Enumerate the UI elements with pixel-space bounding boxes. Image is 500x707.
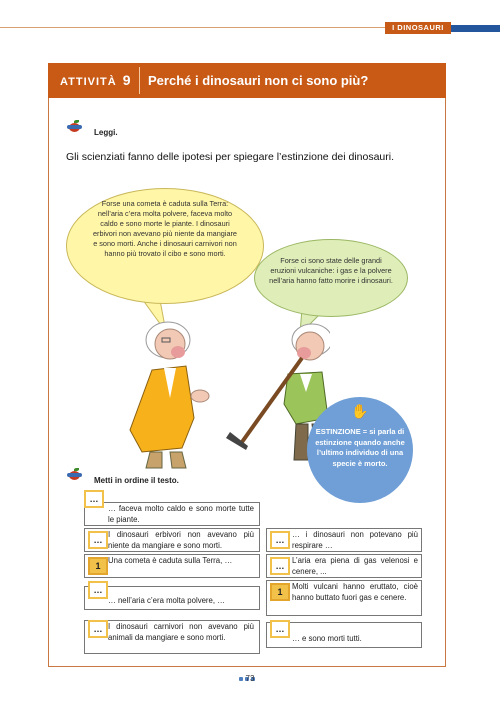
order-text-left-5: I dinosauri carnivori non avevano più animali da mangiare e sono morti.	[108, 622, 254, 642]
section-tab: I DINOSAURI	[385, 22, 451, 34]
activity-title: Perché i dinosauri non ci sono più?	[148, 73, 369, 88]
order-text-right-3: Molti vulcani hanno eruttato, cioè hanno buttato fuori gas e cenere.	[292, 582, 418, 602]
definition-text: ESTINZIONE = si parla di estinzione quando anche l’ultimo individuo di una specie è morto.	[315, 427, 405, 468]
bubble-comet-text: Forse una cometa è caduta sulla Terra: nell’aria c’era molta polvere, faceva molto caldo e sono morte le piante. I dinosauri erbivori non avevano più niente da mangiare e sono morti. Anche i dinosauri carnivori non hanno più trovato il cibo e sono morti.	[92, 199, 237, 258]
order-text-right-2: L’aria era piena di gas velenosi e cenere, ...	[292, 556, 418, 576]
intro-text: Gli scienziati fanno delle ipotesi per spiegare l’estinzione dei dinosauri.	[66, 151, 395, 163]
order-mark-left-1[interactable]: …	[84, 490, 104, 508]
read-instruction: Leggi.	[94, 128, 118, 137]
order-mark-right-1[interactable]: …	[270, 531, 290, 549]
order-text-right-4: … e sono morti tutti.	[292, 634, 362, 643]
activity-number: 9	[122, 72, 131, 88]
bubble-volcano-text: Forse ci sono state delle grandi eruzioni vulcaniche: i gas e la polvere nell’aria hanno fatto morire i dinosauri.	[269, 256, 393, 285]
activity-label-text: ATTIVITÀ	[60, 76, 117, 88]
order-text-right-1: … i dinosauri non potevano più respirare …	[292, 530, 418, 550]
order-mark-right-3[interactable]: 1	[270, 583, 290, 601]
order-instruction: Metti in ordine il testo.	[94, 476, 179, 485]
order-text-left-1: … faceva molto caldo e sono morte tutte le piante.	[108, 504, 254, 524]
apple-icon	[68, 468, 81, 481]
order-mark-right-2[interactable]: …	[270, 557, 290, 575]
order-mark-left-4[interactable]: …	[88, 581, 108, 599]
order-mark-left-2[interactable]: …	[88, 531, 108, 549]
order-text-left-3: Una cometa è caduta sulla Terra, …	[108, 556, 233, 565]
scientist-yellow-icon	[130, 322, 209, 468]
order-text-left-4: … nell’aria c’era molta polvere, …	[108, 596, 225, 605]
page-number: 73	[245, 674, 255, 683]
order-mark-left-3[interactable]: 1	[88, 557, 108, 575]
hand-icon: ✋	[351, 403, 369, 419]
order-text-left-2: I dinosauri erbivori non avevano più niente da mangiare e sono morti.	[108, 530, 254, 550]
order-mark-left-5[interactable]: …	[88, 620, 108, 638]
scientists-illustration	[90, 318, 330, 478]
order-mark-right-4[interactable]: …	[270, 620, 290, 638]
